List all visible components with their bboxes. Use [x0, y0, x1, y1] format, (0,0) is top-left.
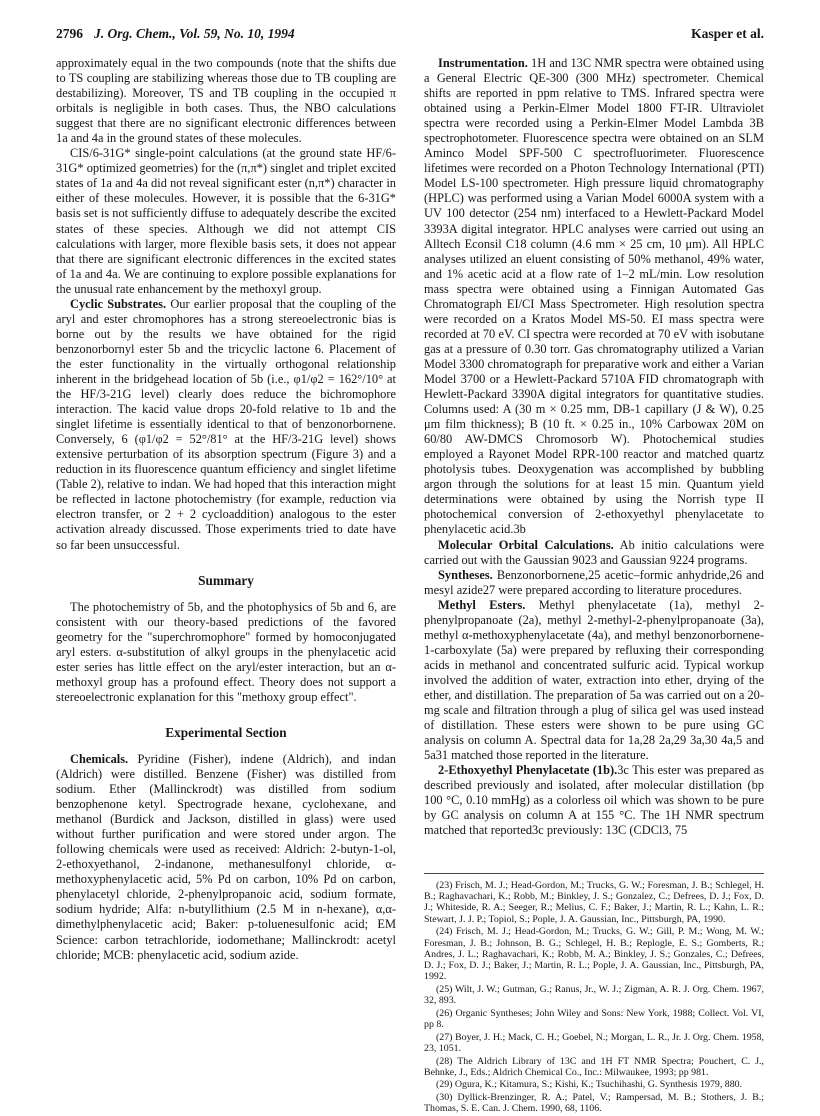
reference-23: (23) Frisch, M. J.; Head-Gordon, M.; Trucks, G. W.; Foresman, J. B.; Schlegel, H. B.; Raghavachari, K.; Robb, M.; Binkley, J. S.; Gonzalez, C.; Defrees, D. J.; Fox, D. J.; Whiteside, R. A.; Seeger, R.; Melius, C. F.; Baker, J.; Martin, R. L.; Kahn, L. R.; Stewart, J. J. P.; Topiol, S.; Pople, J. A. Gaussian, Inc., Pittsburgh, PA, 1990.	[424, 880, 764, 925]
reference-24: (24) Frisch, M. J.; Head-Gordon, M.; Trucks, G. W.; Gill, P. M.; Wong, M. W.; Foresman, J. B.; Johnson, B. G.; Schlegel, H. B.; Replogle, E. S.; Gomberts, R.; Andres, J. L.; Raghavachari, K.; Robb, M. A.; Binkley, J. S.; Gonzales, C.; Defrees, D. J.; Fox, D. J.; Baker, J.; Martin, R. L.; Pople, J. A. Gaussian, Inc., Pittsburgh, PA, 1992.	[424, 926, 764, 983]
page-header	[56, 26, 764, 48]
runin-heading: Cyclic Substrates.	[70, 296, 167, 311]
paragraph	[424, 598, 764, 764]
paragraph-text: Pyridine (Fisher), indene (Aldrich), and indan (Aldrich) were distilled. Benzene (Fisher) was distilled from sodium. Ether (Mallinckrodt) was distilled from sodium benzophenone ketyl. Spectrograde hexane, cyclohexane, and methanol (Burdick and Jackson, distilled in glass) were used without further purification and were stored under argon. The following chemicals were used as received: Aldrich: 2-butyn-1-ol, 2-ethoxyethanol, 2-indanone, methanesulfonyl chloride, α-methoxyphenylacetic acid, 5% Pd on carbon, 10% Pd on carbon, phenylacetyl chloride, 2-phenylpropanoic acid, sodium formate, sodium hydride; Alfa: n-butyllithium (2.5 M in n-hexane), α,α-dimethylphenylacetic acid; Baker: p-toluenesulfonic acid; EM Science: carbon tetrachloride, iodomethane; Mallinckrodt: acetyl chloride; MCB: phenylacetic acid, sodium azide.	[56, 751, 396, 962]
paragraph	[424, 763, 764, 838]
paragraph-text: Ab initio calculations were carried out with the Gaussian 9023 and Gaussian 9224 programs.	[424, 537, 764, 567]
runin-heading: Molecular Orbital Calculations.	[438, 537, 614, 552]
section-heading: Experimental Section	[165, 724, 287, 740]
paragraph-text: 3c This ester was prepared as described previously and isolated, after molecular distillation (bp 100 °C, 0.10 mmHg) as a colorless oil which was shown to be pure by GC analysis on column A at 155 °C. The 1H NMR spectrum matched that reported3c previously: 13C (CDCl3, 75	[424, 763, 764, 838]
reference-28: (28) The Aldrich Library of 13C and 1H FT NMR Spectra; Pouchert, C. J., Behnke, J., Eds.; Aldrich Chemical Co., Inc.: Milwaukee, 1993; pp 981.	[424, 1055, 764, 1078]
reference-29: (29) Ogura, K.; Kitamura, S.; Kishi, K.; Tsuchihashi, G. Synthesis 1979, 880.	[436, 1079, 743, 1091]
paragraph	[424, 56, 764, 538]
runin-heading: Syntheses.	[438, 567, 493, 582]
paragraph-text: 1H and 13C NMR spectra were obtained using a General Electric QE-300 (300 MHz) spectrometer. Chemical shifts are reported in ppm relative to TMS. Infrared spectra were obtained using a Perkin-Elmer Model 1800 FT-IR. Ultraviolet spectra were recorded using a Perkin-Elmer Model Lambda 3B spectrophotometer. Fluorescence spectra were obtained on an SLM Aminco Model SPF-500 C spectrofluorimeter. Fluorescence lifetimes were recorded on a Photon Technology International (PTI) Model LS-100 spectrometer. High pressure liquid chromatography (HPLC) was performed using a Varian Model 6000A system with a UV 100 detector (254 nm) interfaced to a Hewlett-Packard Model 3393A digital integrator. HPLC analyses were carried out using an Alltech Econsil C18 column (4.6 mm × 25 cm, 10 μm). All HPLC analyses utilized an eluent consisting of 50% methanol, 49% water, and 1% acetic acid at a flow rate of 1–2 mL/min. Low resolution mass spectra were obtained using a Finnigan Automated Gas Chromatograph EI/CI Mass Spectrometer. High resolution spectra were recorded on a Kratos Model MS-50. EI mass spectra were recorded at 70 eV. CI spectra were recorded at 70 eV with isobutane gas at a pressure of 0.30 torr. Gas chromatography utilized a Varian Model 3300 chromatograph for preparative work and either a Varian Model 3700 or a Hewlett-Packard 5710A FID chromatograph with Hewlett-Packard 3390A digital integrators for quantitative studies. Columns used: A (30 m × 0.25 mm, DB-1 capillary (J & W), 0.25 μm film thickness); B (10 ft. × 0.25 in., 10% Carbowax 20M on 60/80 AW-DMCS Chromosorb W). Photochemical studies employed a Rayonet Model RPR-100 reactor and matched quartz photolysis tubes. Deoxygenation was accomplished by bubbling argon through the solutions for at least 15 min. Quantum yield determinations were obtained by using the Norrish type II photochemical conversion of 2-ethoxyethyl phenylacetate to phenylacetic acid.3b	[424, 56, 764, 537]
paragraph	[424, 538, 764, 568]
paragraph	[56, 752, 396, 963]
page-number: 2796	[56, 26, 83, 41]
paragraph: approximately equal in the two compounds (note that the shifts due to TS coupling are stabilizing whereas those due to TB coupling are destabilizing). Moreover, TS and TB coupling in the occupied π orbitals is negligible in both cases. Thus, the NBO calculations suggest that there are no significant electronic differences between 1a and 4a in the ground states of these molecules.	[56, 56, 396, 146]
paragraph-text: Benzonorbornene,25 acetic–formic anhydride,26 and mesyl azide27 were prepared according to literature procedures.	[424, 567, 764, 597]
reference-30: (30) Dyllick-Brenzinger, R. A.; Patel, V.; Rampersad, M. B.; Stothers, J. B.; Thomas, S. E. Can. J. Chem. 1990, 68, 1106.	[424, 1092, 764, 1115]
runin-heading: Instrumentation.	[438, 56, 528, 70]
runin-heading: Methyl Esters.	[438, 597, 526, 612]
reference-26: (26) Organic Syntheses; John Wiley and Sons: New York, 1988; Collect. Vol. VI, pp 8.	[424, 1007, 764, 1030]
running-head: Kasper et al.	[691, 26, 764, 41]
section-heading: Summary	[198, 572, 254, 588]
journal-citation: J. Org. Chem., Vol. 59, No. 10, 1994	[94, 26, 295, 41]
paragraph-text: Methyl phenylacetate (1a), methyl 2-phenylpropanoate (2a), methyl 2-methyl-2-phenylpropanoate (3a), methyl α-methoxyphenylacetate (4a), and methyl benzonorbornene-1-carboxylate (5a) were prepared by refluxing their corresponding acids in methanol and concentrated sulfuric acid. Typical workup involved the addition of water, extraction into ether, drying of the ether, and distillation. The preparation of 5a was carried out on a 20-mg scale and filtration through a plug of silica gel was used instead of distillation. These esters were shown to be pure using GC analysis on column A. Spectral data for 1a,28 2a,29 3a,30 4a,5 and 5a31 matched those reported in the literature.	[424, 597, 764, 763]
reference-25: (25) Wilt, J. W.; Gutman, G.; Ranus, Jr., W. J.; Zigman, A. R. J. Org. Chem. 1967, 32, 893.	[424, 983, 764, 1007]
paragraph-text: Our earlier proposal that the coupling of the aryl and ester chromophores has a strong stereoelectronic bias is borne out by the results we have obtained for the rigid benzonorbornyl ester 5b and the tricyclic lactone 6. Placement of the ester functionality in the virtually orthogonal relationship inherent in the bridgehead location of 5b (i.e., φ1/φ2 = 162°/10° at the HF/3-21G level) clearly does reduce the bichromophore interaction. The kacid value drops 20-fold relative to 1b and the singlet lifetime is essentially identical to that of benzonorbornene. Conversely, 6 (φ1/φ2 = 52°/81° at the HF/3-21G level) shows extensive perturbation of its absorption spectrum (Figure 3) and a reduction in its fluorescence quantum efficiency and singlet lifetime (Table 2), relative to indan. We had hoped that this interaction might be reflected in lactone photochemistry (for example, reduction via electron transfer, or 2 + 2 cycloaddition) analogous to the ester activation already discussed. Those experiments tried to date have so far been unsuccessful.	[56, 296, 396, 552]
paragraph: CIS/6-31G* single-point calculations (at the ground state HF/6-31G* optimized geometries) for the (π,π*) singlet and triplet excited states of 1a and 4a did not reveal significant ester (n,π*) character in either of these molecules. However, it is possible that the 6-31G* basis set is not sufficiently diffuse to adequately describe the excited states of these species. Although we did not attempt CIS calculations with larger, more flexible basis sets, it does not appear that there are significant electronic differences in the excited states of 1a and 4a. We are continuing to explore possible explanations for the unusual rate enhancement by the methoxyl group.	[56, 146, 396, 296]
reference-27: (27) Boyer, J. H.; Mack, C. H.; Goebel, N.; Morgan, L. R., Jr. J. Org. Chem. 1958, 23, 1051.	[424, 1031, 764, 1054]
paragraph	[56, 297, 396, 553]
left-column	[56, 56, 396, 963]
paragraph	[424, 568, 764, 598]
footnote-references	[424, 873, 764, 1116]
paragraph: The photochemistry of 5b, and the photophysics of 5b and 6, are consistent with our theory-based predictions of the favored geometry for the "superchromophore" formed by homoconjugated aryl esters. α-substitution of alkyl groups in the phenylacetic acid ester series has little effect on the aryl/ester interaction, but an α-methoxyl group has a profound effect. Theory does not support a stereoelectronic explanation for this "methoxy group effect".	[56, 599, 396, 704]
right-column	[424, 56, 764, 838]
runin-heading: 2-Ethoxyethyl Phenylacetate (1b).	[438, 763, 618, 778]
runin-heading: Chemicals.	[70, 751, 129, 766]
